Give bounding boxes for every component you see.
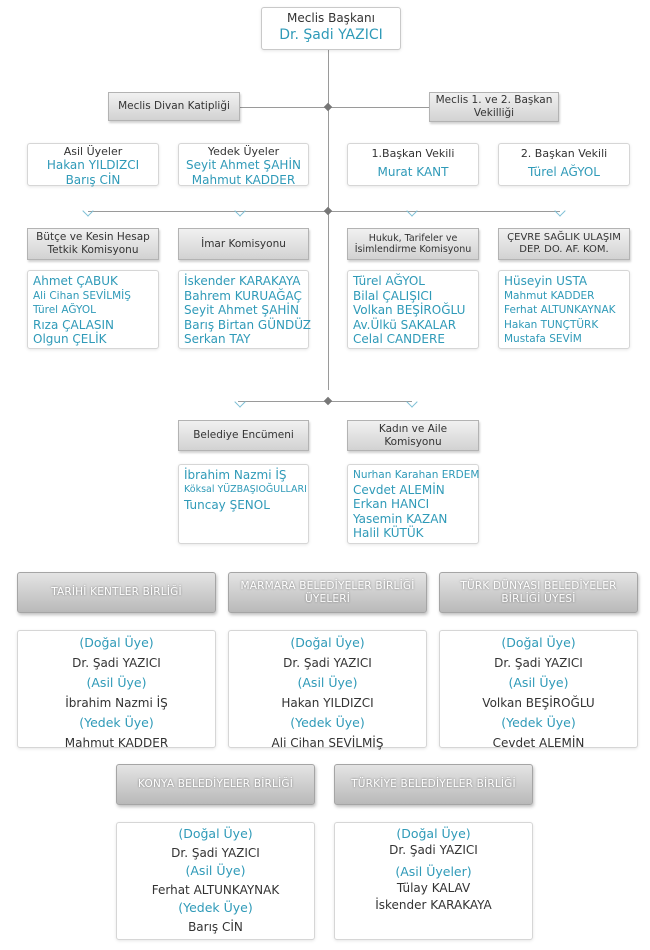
vekil2-title: 2. Başkan Vekili [520, 147, 608, 160]
head-title: Meclis Başkanı [287, 11, 375, 25]
role-label: (Asil Üye) [185, 863, 246, 878]
role-label: (Asil Üyeler) [395, 864, 472, 879]
trunk-line-top [328, 48, 329, 211]
butce-member: Olgun ÇELİK [33, 332, 107, 346]
encumen-member: Tuncay ŞENOL [184, 497, 270, 512]
kadin-aile-komisyonu-box [347, 420, 479, 451]
encumen-members-box [178, 464, 309, 544]
hukuk-members-box [347, 270, 479, 349]
vekil1-title: 1.Başkan Vekili [371, 147, 455, 160]
role-label: (Yedek Üye) [79, 715, 154, 730]
role-label: (Doğal Üye) [178, 826, 253, 841]
butce-members-box [27, 270, 159, 349]
turkiye-header [334, 764, 533, 805]
role-label: (Doğal Üye) [79, 635, 154, 650]
encumen-label: Belediye Encümeni [193, 429, 294, 442]
butce-member: Ahmet ÇABUK [33, 274, 118, 288]
cevre-member: Hakan TUNÇTÜRK [504, 318, 599, 331]
head-name: Dr. Şadi YAZICI [279, 27, 383, 43]
butce-member: Rıza ÇALASIN [33, 317, 115, 332]
asil-uyeler-box [27, 143, 159, 186]
divan-katipligi-box [108, 92, 240, 121]
member-name: Ferhat ALTUNKAYNAK [151, 882, 280, 897]
cevre-komisyonu-box [498, 228, 630, 260]
hukuk-member: Av.Ülkü SAKALAR [353, 317, 457, 332]
belediye-encumeni-box [178, 420, 309, 451]
yedek-member: Mahmut KADDER [191, 172, 296, 187]
turkiye-label: TÜRKİYE BELEDİYELER BİRLİĞİ [351, 778, 516, 791]
konya-members-box [116, 822, 315, 940]
yedek-uyeler-box [178, 143, 309, 186]
encumen-member: İbrahim Nazmi İŞ [184, 468, 287, 482]
vekil2-box [498, 143, 630, 186]
hukuk-komisyonu-box [347, 228, 479, 260]
yedek-member: Seyit Ahmet ŞAHİN [186, 158, 301, 172]
kadin-member: Erkan HANCI [353, 497, 430, 511]
encumen-member: Köksal YÜZBAŞIOĞULLARI [184, 483, 307, 495]
imar-member: Bahrem KURUAĞAÇ [184, 288, 302, 303]
trunk-line-bottom [328, 211, 329, 390]
cevre-label: ÇEVRE SAĞLIK ULAŞIM DEP. DO. AF. KOM. [507, 232, 621, 255]
role-label: (Asil Üye) [86, 675, 147, 690]
role-label: (Yedek Üye) [290, 715, 365, 730]
butce-label: Bütçe ve Kesin Hesap Tetkik Komisyonu [36, 231, 150, 256]
chevron-down-icon [406, 396, 417, 407]
tarihi-label: TARİHİ KENTLER BİRLİĞİ [51, 586, 182, 599]
kadin-member: Nurhan Karahan ERDEM [353, 469, 480, 481]
tarihi-kentler-header [17, 572, 216, 613]
member-name: Dr. Şadi YAZICI [72, 656, 161, 670]
imar-member: Seyit Ahmet ŞAHİN [184, 303, 299, 317]
yedek-title: Yedek Üyeler [207, 145, 280, 158]
konya-label: KONYA BELEDİYELER BİRLİĞİ [138, 778, 293, 791]
vekilligi-label: Meclis 1. ve 2. Başkan Vekilliği [435, 94, 553, 119]
asil-member: Barış CİN [65, 172, 121, 187]
member-name: Tülay KALAV [396, 881, 471, 895]
marmara-label: MARMARA BELEDİYELER BİRLİĞİ ÜYELERİ [240, 580, 415, 605]
role-label: (Asil Üye) [297, 675, 358, 690]
kadin-member: Cevdet ALEMİN [353, 482, 445, 497]
role-label: (Asil Üye) [508, 675, 569, 690]
member-name: İskender KARAKAYA [375, 898, 492, 912]
imar-komisyonu-box [178, 228, 309, 260]
role-label: (Yedek Üye) [178, 900, 253, 915]
chevron-down-icon [82, 205, 93, 216]
turk-label: TÜRK DÜNYASI BELEDİYELER BİRLİĞİ ÜYESİ [460, 580, 617, 605]
level1-line [238, 107, 430, 108]
butce-komisyonu-box [27, 228, 159, 260]
asil-member: Hakan YILDIZCI [46, 158, 140, 172]
kadin-member: Halil KÜTÜK [353, 526, 424, 540]
hukuk-member: Türel AĞYOL [353, 274, 425, 288]
marmara-header [228, 572, 427, 613]
member-name: Hakan YILDIZCI [281, 696, 374, 710]
chevron-down-icon [554, 205, 565, 216]
kadin-member: Yasemin KAZAN [353, 511, 448, 526]
hukuk-label: Hukuk, Tarifeler ve İsimlendirme Komisyonu [354, 232, 472, 255]
cevre-member: Hüseyin USTA [504, 274, 588, 288]
member-name: Ali Cihan SEVİLMİŞ [271, 736, 384, 750]
asil-title: Asil Üyeler [63, 145, 123, 158]
hukuk-member: Volkan BEŞİROĞLU [353, 303, 466, 317]
butce-member: Ali Cihan SEVİLMİŞ [33, 289, 131, 302]
member-name: Dr. Şadi YAZICI [283, 656, 372, 670]
kadin-members-box [347, 464, 479, 544]
level3-node [324, 397, 332, 405]
imar-member: Serkan TAY [184, 332, 251, 346]
marmara-members-box [228, 630, 427, 748]
imar-member: İskender KARAKAYA [184, 274, 301, 288]
chevron-down-icon [406, 205, 417, 216]
cevre-member: Mustafa SEVİM [504, 333, 582, 345]
role-label: (Doğal Üye) [501, 635, 576, 650]
member-name: Dr. Şadi YAZICI [389, 843, 478, 857]
role-label: (Doğal Üye) [290, 635, 365, 650]
hukuk-member: Celal CANDERE [353, 332, 445, 346]
member-name: Volkan BEŞİROĞLU [482, 696, 595, 710]
baskan-vekilligi-box [429, 92, 559, 122]
hukuk-member: Bilal ÇALIŞICI [353, 288, 433, 303]
meclis-baskani-box [261, 7, 401, 50]
member-name: Dr. Şadi YAZICI [171, 845, 260, 860]
chevron-down-icon [234, 396, 245, 407]
role-label: (Yedek Üye) [501, 715, 576, 730]
vekil1-name: Murat KANT [377, 165, 449, 179]
cevre-members-box [498, 270, 630, 349]
turk-dunyasi-header [439, 572, 638, 613]
turkiye-members-box [334, 822, 533, 940]
divan-label: Meclis Divan Katipliği [118, 100, 230, 113]
member-name: İbrahim Nazmi İŞ [65, 696, 168, 710]
chevron-down-icon [234, 205, 245, 216]
vekil1-box [347, 143, 479, 186]
level1-node [324, 103, 332, 111]
imar-label: İmar Komisyonu [201, 237, 286, 250]
cevre-member: Ferhat ALTUNKAYNAK [504, 304, 616, 316]
member-name: Cevdet ALEMİN [492, 736, 585, 750]
member-name: Mahmut KADDER [64, 736, 169, 750]
member-name: Dr. Şadi YAZICI [494, 656, 583, 670]
turk-members-box [439, 630, 638, 748]
role-label: (Doğal Üye) [396, 826, 471, 841]
cevre-member: Mahmut KADDER [504, 289, 595, 302]
vekil2-name: Türel AĞYOL [528, 165, 600, 179]
level2-node [324, 207, 332, 215]
imar-members-box [178, 270, 309, 349]
tarihi-members-box [17, 630, 216, 748]
member-name: Barış CİN [188, 919, 243, 934]
kadin-label: Kadın ve Aile Komisyonu [378, 422, 448, 448]
imar-member: Barış Birtan GÜNDÜZ [184, 317, 311, 332]
butce-member: Türel AĞYOL [33, 304, 96, 316]
konya-header [116, 764, 315, 805]
